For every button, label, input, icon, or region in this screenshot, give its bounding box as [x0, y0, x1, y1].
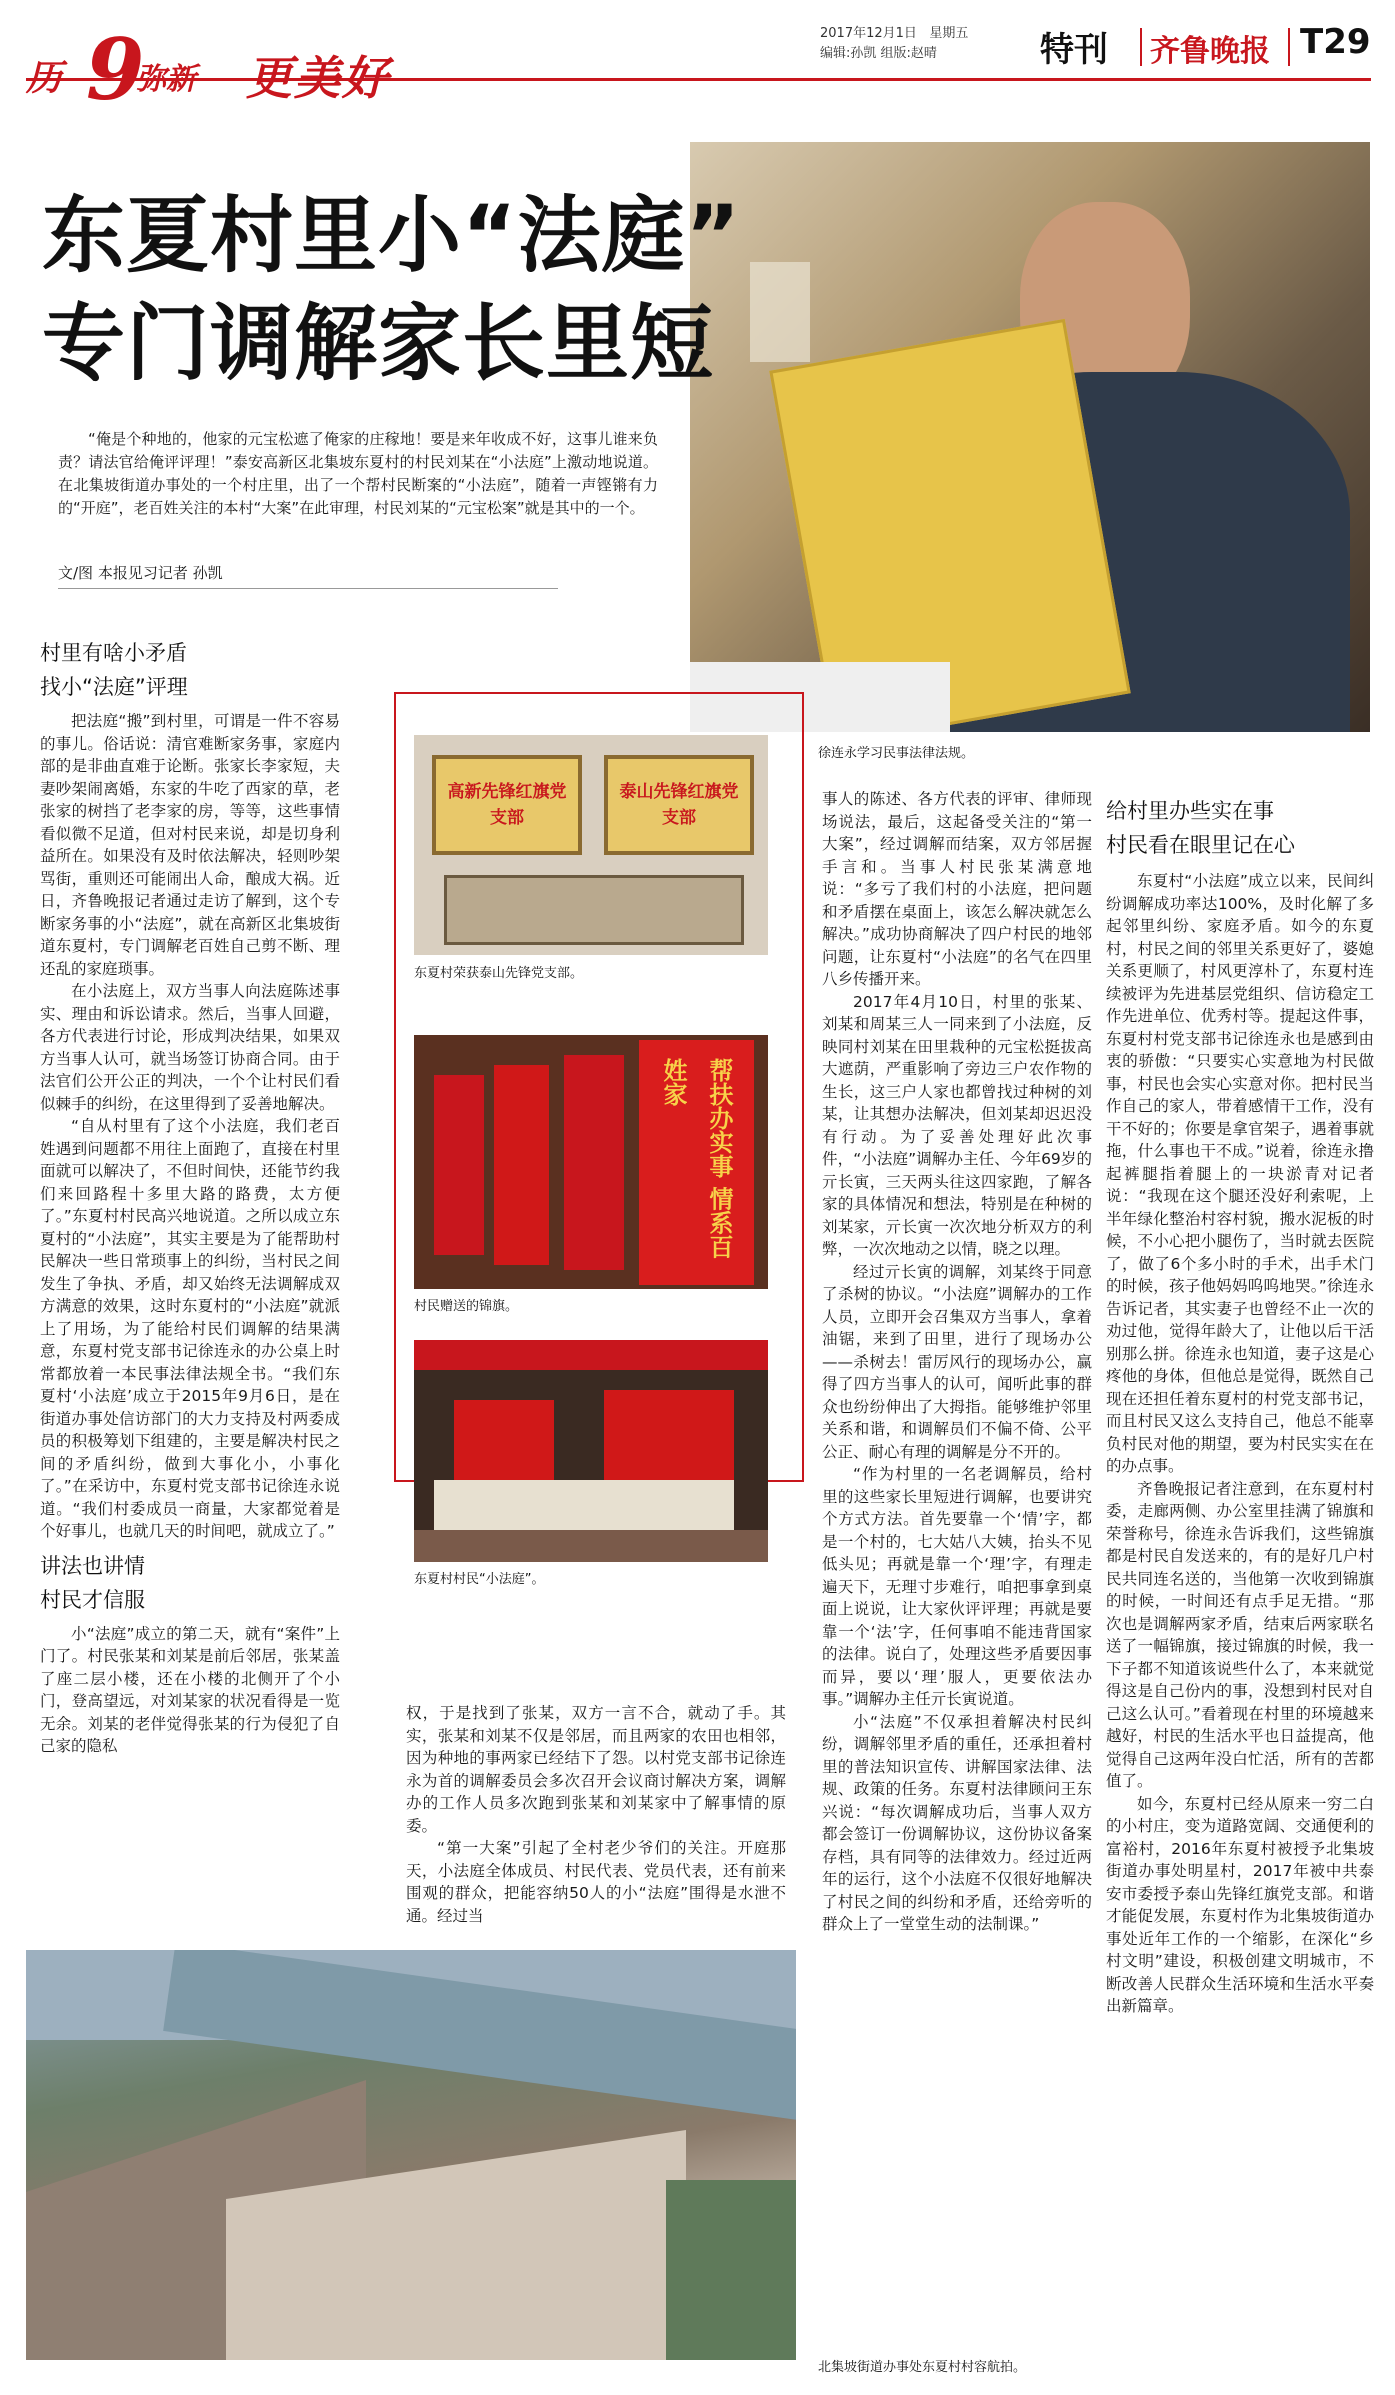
aerial-photo [26, 1950, 796, 2360]
headline-line1: 东夏村里小“法庭” [42, 187, 742, 284]
banner-prefix: 历 [26, 57, 63, 99]
newspaper-logo: 齐鲁晚报 [1150, 34, 1270, 69]
column-3 [822, 788, 1092, 1936]
banner-nine: 9 [86, 20, 145, 119]
date-info [820, 24, 968, 64]
photo3-caption: 东夏村村民“小法庭”。 [414, 1572, 545, 1587]
subhead: 讲法也讲情 [40, 1553, 145, 1578]
header-divider [1140, 28, 1142, 66]
issue-date: 2017年12月1日 [820, 26, 917, 41]
subhead: 给村里办些实在事 [1106, 799, 1274, 823]
banner-main: 更美好 [246, 51, 390, 105]
paragraph: 2017年4月10日，村里的张某、刘某和周某三人一同来到了小法庭，反映同村刘某在田里栽种的元宝松挺拔高大遮荫，严重影响了旁边三户农作物的生长，这三户人家也都曾找过种树的刘某，让其想办法解决，但刘某却迟迟没有行动。为了妥善处理好此次事件，“小法庭”调解办主任、今年69岁的亓长寅，三天两头往这四家跑，了解各家的具体情况和想法，特别是在种树的刘某家，亓长寅一次次地分析双方的利弊，一次次地动之以情，晓之以理。 [822, 992, 1092, 1258]
editor-credits: 编辑:孙凯 组版:赵晴 [820, 46, 937, 61]
aerial-caption: 北集坡街道办事处东夏村村容航拍。 [818, 2360, 1027, 2375]
paragraph: “自从村里有了这个小法庭，我们老百姓遇到问题都不用往上面跑了，直接在村里面就可以解决了，不但时间快，还能节约我们来回路程十多里大路的路费，太方便了。”东夏村村民高兴地说道。之所以成立东夏村的“小法庭”，其实主要是为了能帮助村民解决一些日常琐事上的纠纷，当村民之间发生了争执、矛盾，却又始终无法调解成双方满意的效果，这时东夏村的“小法庭”就派上了用场，为了能给村民们调解的结果满意，东夏村党支部书记徐连永的办公桌上时常都放着一本民事法律法规全书。“我们东夏村‘小法庭’成立于2015年9月6日，是在街道办事处信访部门的大力支持及村两委成员的积极筹划下组建的，主要是解决村民之间的矛盾纠纷，做到大事化小，小事化了。”在采访中，东夏村党支部书记徐连永说道。“我们村委成员一商量，大家都觉着是个好事儿，也就几天的时间吧，就成立了。” [40, 1117, 340, 1540]
main-photo-caption: 徐连永学习民事法律法规。 [818, 746, 975, 761]
anniversary-banner [26, 20, 466, 119]
subhead: 找小“法庭”评理 [40, 675, 188, 699]
column-1 [40, 636, 340, 1758]
byline-rule [58, 588, 558, 589]
paragraph: 经过亓长寅的调解，刘某终于同意了杀树的协议。“小法庭”调解办的工作人员，立即开会召集双方当事人，拿着油锯，来到了田里，进行了现场办公——杀树去！雷厉风行的现场办公，赢得了四方当事人的认可，闻听此事的群众也纷纷伸出了大拇指。能够维护邻里关系和谐，和调解员们不偏不倚、公平公正、耐心有理的调解是分不开的。 [822, 1262, 1092, 1461]
photo2-caption: 村民赠送的锦旗。 [414, 1299, 519, 1314]
banner-mid: 弥新 [136, 62, 196, 97]
subhead: 村民看在眼里记在心 [1106, 833, 1295, 857]
paragraph: 齐鲁晚报记者注意到，在东夏村村委，走廊两侧、办公室里挂满了锦旗和荣誉称号，徐连永告诉我们，这些锦旗都是村民自发送来的，有的是好几户村民共同连名送的，当他第一次收到锦旗的时候，一时间还有点手足无措。“那次也是调解两家矛盾，结束后两家联名送了一幅锦旗，接过锦旗的时候，我一下子都不知道该说些什么了，本来就觉得这是自己份内的事，没想到村民对自己这么认可。”看着现在村里的环境越来越好，村民的生活水平也日益提高，他觉得自己这两年没白忙活，所有的苦都值了。 [1106, 1479, 1374, 1790]
paragraph: 小“法庭”不仅承担着解决村民纠纷，调解邻里矛盾的重任，还承担着村里的普法知识宣传、讲解国家法律、法规、政策的任务。东夏村法律顾问王东兴说：“每次调解成功后，当事人双方都会签订一份调解协议，这份协议备案存档，具有同等的法律效力。经过近两年的运行，这个小法庭不仅很好地解决了村民之间的纠纷和矛盾，还给旁听的群众上了一堂堂生动的法制课。” [822, 1712, 1092, 1933]
paragraph: 事人的陈述、各方代表的评审、律师现场说法，最后，这起备受关注的“第一大案”，经过调解而结案，双方邻居握手言和。当事人村民张某满意地说：“多亏了我们村的小法庭，把问题和矛盾摆在桌面上，该怎么解决就怎么解决。”成功协商解决了四户村民的地邻问题，让东夏村“小法庭”的名气在四里八乡传播开来。 [822, 790, 1092, 988]
paragraph: 权，于是找到了张某，双方一言不合，就动了手。其实，张某和刘某不仅是邻居，而且两家的农田也相邻，因为种地的事两家已经结下了怨。以村党支部书记徐连永为首的调解委员会多次召开会议商讨解决方案，调解办的工作人员多次跑到张某和刘某家中了解事情的原委。 [406, 1704, 786, 1835]
paragraph: 东夏村“小法庭”成立以来，民间纠纷调解成功率达100%，及时化解了多起邻里纠纷、家庭矛盾。如今的东夏村，村民之间的邻里关系更好了，婆媳关系更顺了，村风更淳朴了，东夏村连续被评为先进基层党组织、信访稳定工作先进单位、优秀村等。提起这件事，东夏村村党支部书记徐连永也是感到由衷的骄傲：“只要实心实意地为村民做事，村民也会实心实意对你。把村民当作自己的家人，带着感情干工作，没有干不好的；你要是拿官架子，遇着事就拖，什么事也干不成。”说着，徐连永撸起裤腿指着腿上的一块淤青对记者说：“我现在这个腿还没好利索呢，上半年绿化整治村容村貌，搬水泥板的时候，不小心把小腿伤了，当时就去医院了，做了6个多小时的手术，出手术门的时候，孩子他妈妈呜呜地哭。”徐连永告诉记者，其实妻子也曾经不止一次的劝过他，觉得年龄大了，让他以后干活别那么拼。徐连永也知道，妻子这是心疼他的身体，但他总是觉得，既然自己现在还担任着东夏村的村党支部书记，而且村民又这么支持自己，他总不能辜负村民对他的期望，要为村民实实在在的办点事。 [1106, 872, 1374, 1475]
banner-text: 帮扶办实事 情系百姓家 [639, 1040, 754, 1285]
paragraph: 小“法庭”成立的第二天，就有“案件”上门了。村民张某和刘某是前后邻居，张某盖了座二层小楼，还在小楼的北侧开了个小门，登高望远，对刘某家的状况看得是一览无余。刘某的老伴觉得张某的行为侵犯了自己家的隐私 [40, 1624, 340, 1755]
column-2 [406, 1702, 786, 1927]
paragraph: “作为村里的一名老调解员，给村里的这些家长里短进行调解，也要讲究个方式方法。首先要靠一个‘情’字，都是一个村的，七大姑八大姨，抬头不见低头见；再就是靠一个‘理’字，有理走遍天下，无理寸步难行，咱把事拿到桌面上说说，让大家伙评评理；再就是要靠一个‘法’字，任何事咱不能违背国家的法律。说白了，处理这些矛盾要因事而异，要以‘理’服人，更要依法办事。”调解办主任亓长寅说道。 [822, 1465, 1092, 1708]
photo-courtroom [414, 1340, 768, 1562]
header-divider [1288, 28, 1290, 66]
column-4 [1106, 794, 1374, 2018]
main-photo [690, 142, 1370, 732]
paragraph: 把法庭“搬”到村里，可谓是一件不容易的事儿。俗话说：清官难断家务事，家庭内部的是非曲直难于论断。张家长李家短，夫妻吵架闹离婚，东家的牛吃了西家的草，老张家的树挡了老李家的房，等等，这些事情看似微不足道，但对村民来说，却是切身利益所在。如果没有及时依法解决，轻则吵架骂街，重则还可能闹出人命，酿成大祸。近日，齐鲁晚报记者通过走访了解到，这个专断家务事的小“法庭”，就在高新区北集坡街道东夏村，专门调解老百姓自己剪不断、理还乱的家庭琐事。 [40, 712, 340, 978]
section-name: 特刊 [1040, 30, 1108, 70]
plaque: 高新先锋红旗党支部 [432, 755, 582, 855]
photo-banners [414, 1035, 768, 1289]
paragraph: “第一大案”引起了全村老少爷们的关注。开庭那天，小法庭全体成员、村民代表、党员代表，还有前来围观的群众，把能容纳50人的小“法庭”围得是水泄不通。经过当 [406, 1839, 786, 1925]
photo-plaques [414, 735, 768, 955]
issue-weekday: 星期五 [929, 26, 969, 41]
page-number: T29 [1300, 22, 1371, 62]
lead-paragraph: “俺是个种地的，他家的元宝松遮了俺家的庄稼地！要是来年收成不好，这事儿谁来负责？请法官给俺评评理！”泰安高新区北集坡东夏村的村民刘某在“小法庭”上激动地说道。在北集坡街道办事处的一个村庄里，出了一个帮村民断案的“小法庭”，随着一声铿锵有力的“开庭”，老百姓关注的本村“大案”在此审理，村民刘某的“元宝松案”就是其中的一个。 [58, 430, 658, 517]
photo1-caption: 东夏村荣获泰山先锋党支部。 [414, 966, 584, 981]
paragraph: 如今，东夏村已经从原来一穷二白的小村庄，变为道路宽阔、交通便利的富裕村，2016年东夏村被授予北集坡街道办事处明星村，2017年被中共泰安市委授予泰山先锋红旗党支部。和谐才能促发展，东夏村作为北集坡街道办事处近年工作的一个缩影，在深化“乡村文明”建设，积极创建文明城市，不断改善人民群众生活环境和生活水平奏出新篇章。 [1106, 1794, 1374, 2015]
subhead: 村里有啥小矛盾 [40, 641, 187, 665]
headline-line2: 专门调解家长里短 [42, 295, 714, 392]
byline: 文/图 本报见习记者 孙凯 [58, 564, 223, 582]
paragraph: 在小法庭上，双方当事人向法庭陈述事实、理由和诉讼请求。然后，当事人回避，各方代表进行讨论，形成判决结果，如果双方当事人认可，就当场签订协商合同。由于法官们公开公正的判决，一个个让村民们看似棘手的纠纷，在这里得到了妥善地解决。 [40, 982, 340, 1113]
subhead: 村民才信服 [40, 1587, 145, 1612]
plaque: 泰山先锋红旗党支部 [604, 755, 754, 855]
